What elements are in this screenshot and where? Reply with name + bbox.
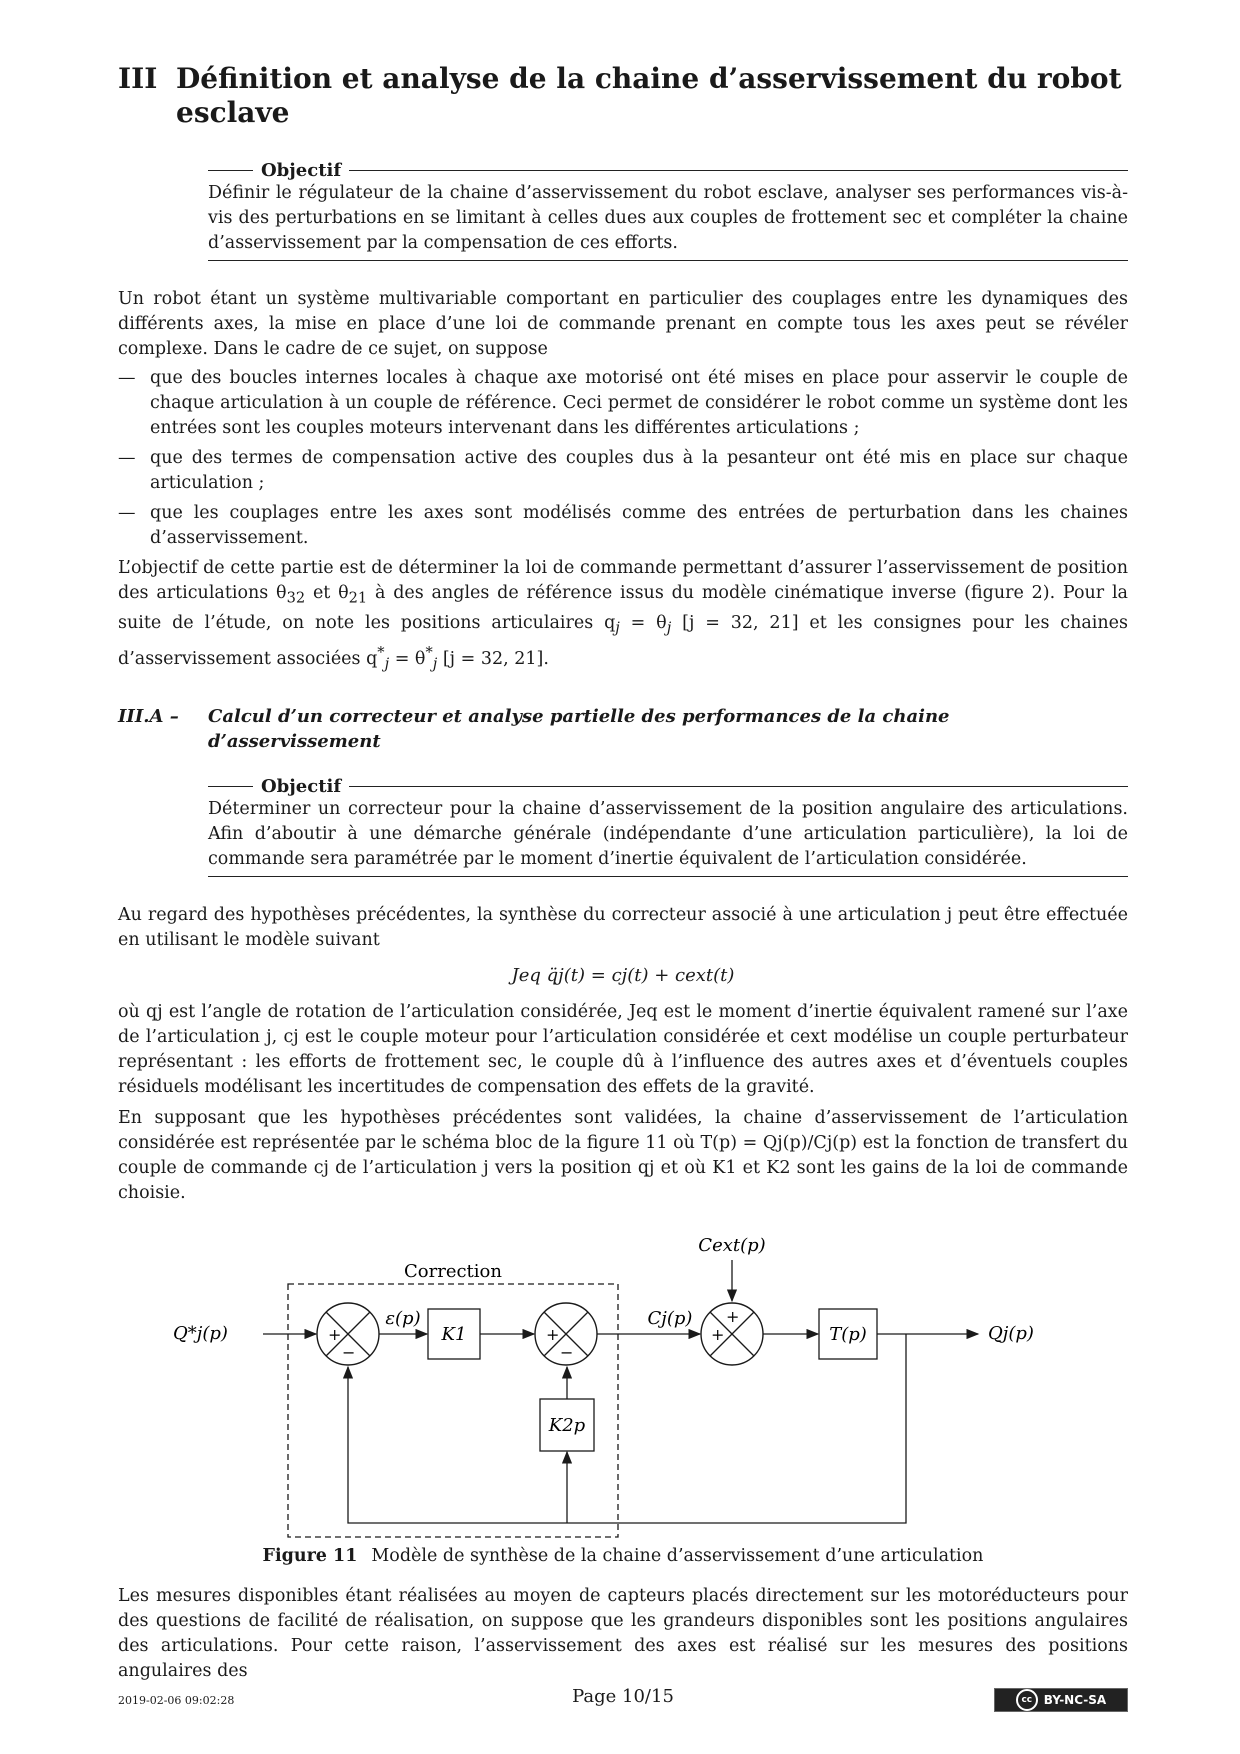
block-diagram-svg: [118, 1216, 1128, 1546]
intro-paragraph: Un robot étant un système multivariable comportant en particulier des couplages entre les dynamiques des différents axes, la mise en place d’une loi de commande prenant en compte tous les axes peut se révéler complexe. Dans le cadre de ce sujet, on suppose: [118, 289, 1128, 359]
subsection-title: [118, 704, 1128, 754]
footer-date: 2019-02-06 09:02:28: [118, 1694, 235, 1707]
minus-sign: −: [342, 1343, 356, 1363]
cj-label: Cj(p): [647, 1308, 693, 1330]
correction-box: [288, 1284, 618, 1537]
summing-junction-2: [535, 1303, 597, 1365]
objective-box: [208, 160, 1128, 261]
objective-label: Objectif: [261, 160, 342, 181]
tp-label: T(p): [829, 1324, 867, 1346]
list-item: — que des termes de compensation active des couples dus à la pesanteur ont été mis en place sur chaque articulation ;: [118, 446, 1128, 496]
summing-junction-1: [317, 1303, 379, 1365]
license-text: BY-NC-SA: [1043, 1693, 1107, 1707]
objective-text: Définir le régulateur de la chaine d’asservissement du robot esclave, analyser ses performances vis-à-vis des perturbations en se limitant à celles dues aux couples de frottement sec et compléter la chaine d’asservissement par la compensation de ces efforts.: [208, 181, 1128, 261]
plus-sign: +: [711, 1325, 725, 1345]
license-badge: [994, 1688, 1128, 1712]
figure-caption: [118, 1546, 1128, 1566]
figure-caption-text: Modèle de synthèse de la chaine d’asservissement d’une articulation: [371, 1546, 984, 1567]
minus-sign: −: [560, 1343, 574, 1363]
objective-header: [208, 160, 1128, 181]
equation: Jeq q̈j(t) = cj(t) + cext(t): [511, 965, 735, 987]
block-diagram: [118, 1216, 1128, 1546]
cc-icon: cc: [1016, 1689, 1038, 1711]
hypothesis-list: [118, 366, 1128, 551]
subsection-number: III.A –: [118, 706, 179, 728]
output-label: Qj(p): [988, 1323, 1034, 1345]
definitions-paragraph: où qj est l’angle de rotation de l’articulation considérée, Jeq est le moment d’inertie équivalent ramené sur l’axe de l’articulation j, cj est le couple moteur pour l’articulation considérée et cext modélise un couple perturbateur représentant : les efforts de frottement sec, le couple dû à l’influence des autres axes et d’éventuels couples résiduels modélisant les incertitudes de compensation des effets de la gravité.: [118, 1002, 1128, 1098]
objective-header: [208, 776, 1128, 797]
k1-label: K1: [441, 1324, 467, 1346]
section-number: III: [118, 62, 158, 95]
objective-label: Objectif: [261, 776, 342, 798]
section-title-text: Définition et analyse de la chaine d’asservissement du robot esclave: [176, 62, 1122, 129]
block-diagram-paragraph: En supposant que les hypothèses précédentes sont validées, la chaine d’asservissement de l’articulation considérée est représentée par le schéma bloc de la figure 11 où T(p) = Qj(p)/Cj(p) est la fonction de transfert du couple de commande cj de l’articulation j vers la position qj et où K1 et K2 sont les gains de la loi de commande choisie.: [118, 1108, 1128, 1204]
list-item: — que les couplages entre les axes sont modélisés comme des entrées de perturbation dans les chaines d’asservissement.: [118, 501, 1128, 551]
page-content: [118, 50, 1128, 1684]
footer: [118, 1686, 1128, 1716]
input-label: Q*j(p): [173, 1323, 228, 1345]
plus-sign: +: [726, 1307, 740, 1327]
summing-junction-3: [701, 1303, 763, 1365]
correction-label: Correction: [404, 1261, 502, 1283]
model-paragraph: Au regard des hypothèses précédentes, la synthèse du correcteur associé à une articulation j peut être effectuée en utilisant le modèle suivant: [118, 905, 1128, 951]
cext-label: Cext(p): [698, 1235, 766, 1257]
plus-sign: +: [328, 1325, 342, 1345]
plus-sign: +: [546, 1325, 560, 1345]
k2p-label: K2p: [548, 1415, 586, 1437]
objective-text: Déterminer un correcteur pour la chaine d’asservissement de la position angulaire des articulations. Afin d’aboutir à une démarche générale (indépendante d’une articulation particulière), la loi de commande sera paramétrée par le moment d’inertie équivalent de l’articulation considérée.: [208, 797, 1128, 877]
objective-paragraph: L’objectif de cette partie est de déterminer la loi de commande permettant d’assurer l’asservissement de position des articulations $\theta_{32}$ et $\theta_{21}$ à des angles de référence issus du modèle cinématique inverse (figure 2). Pour la suite de l’étude, on note les positions articulaires $q_j = \theta_j$ [j = 32, 21] et les consignes pour les chaines d’asservissement associées $q^*_j = \theta^*_j$ [j = 32, 21].: [118, 558, 1128, 673]
figure-label: Figure 11: [262, 1546, 358, 1567]
epsilon-label: ε(p): [385, 1308, 421, 1330]
subsection-title-text: Calcul d’un correcteur et analyse partielle des performances de la chaine d’asservissement: [208, 706, 950, 753]
list-item: — que des boucles internes locales à chaque axe motorisé ont été mises en place pour asservir le couple de chaque articulation à un couple de référence. Ceci permet de considérer le robot comme un système dont les entrées sont les couples moteurs intervenant dans les différentes articulations ;: [118, 366, 1128, 441]
objective-box: [208, 776, 1128, 877]
measurement-paragraph: Les mesures disponibles étant réalisées au moyen de capteurs placés directement sur les motoréducteurs pour des questions de facilité de réalisation, on suppose que les grandeurs disponibles sont les positions angulaires des articulations. Pour cette raison, l’asservissement des axes est réalisé sur les mesures des positions angulaires des: [118, 1586, 1128, 1682]
page-number: Page 10/15: [572, 1686, 674, 1707]
section-title: [118, 62, 1128, 130]
